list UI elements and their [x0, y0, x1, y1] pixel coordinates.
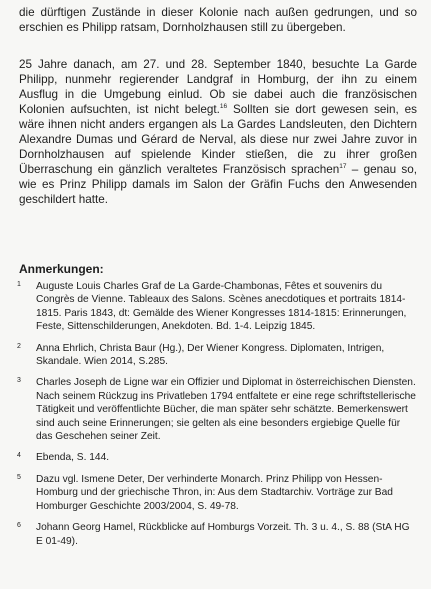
note-number: 4 — [17, 452, 21, 460]
paragraph-2 — [19, 57, 417, 207]
note-item — [17, 280, 419, 334]
note-number: 5 — [17, 473, 21, 481]
notes-heading: Anmerkungen: — [19, 262, 104, 276]
note-text: Johann Georg Hamel, Rückblicke auf Homburgs Vorzeit. Th. 3 u. 4., S. 88 (StA HG E 01-49). — [36, 522, 410, 547]
paragraph-1-text: die dürftigen Zustände in dieser Kolonie nach außen gedrungen, und so erschien es Philipp ratsam, Dornholzhausen still zu übergeben. — [19, 6, 417, 34]
note-number: 2 — [17, 342, 21, 350]
note-text: Ebenda, S. 144. — [36, 452, 110, 464]
paragraph-2-text-c: – genau so, wie es Prinz Philipp damals im Salon der Gräfin Fuchs den Anwesenden geschildert hatte. — [19, 163, 417, 206]
notes-list — [17, 280, 419, 556]
note-item — [17, 451, 419, 464]
note-item — [17, 376, 419, 443]
note-number: 1 — [17, 281, 21, 288]
paragraph-2-text-a: 25 Jahre danach, am 27. und 28. September 1840, besuchte La Garde Philipp, nunmehr regierender Landgraf in Homburg, der ihn zu einem Ausflug in die Umgebung einlud. Ob sie dabei auch die französischen Kolonien aufsuchten, ist nicht belegt. — [19, 58, 417, 116]
footnote-ref-16: 16 — [219, 103, 228, 110]
note-text: Charles Joseph de Ligne war ein Offizier und Diplomat in österreichischen Diensten. Nach seinem Rückzug ins Privatleben 1794 entfaltete er eine rege schriftstellerische Tätigkeit und veröffentlichte Bücher, die man später sehr schätzte. Bemerkenswert sind auch seine Erinnerungen; sie gelten als eine besonders ergiebige Quelle für das Geschehen seiner Zeit. — [36, 377, 416, 443]
note-text: Anna Ehrlich, Christa Baur (Hg.), Der Wiener Kongress. Diplomaten, Intrigen, Skandale. Wien 2014, S.285. — [36, 342, 385, 368]
note-number: 3 — [17, 377, 21, 385]
footnote-ref-17: 17 — [339, 163, 347, 170]
note-text: Dazu vgl. Ismene Deter, Der verhinderte Monarch. Prinz Philipp von Hessen-Homburg und der griechische Thron, in: Aus dem Stadtarchiv. Vorträge zur Bad Homburger Geschichte 2003/2004, S. 49-78. — [36, 473, 393, 512]
note-item — [17, 473, 419, 513]
paragraph-1 — [19, 5, 417, 35]
paragraph-2-text-b: Sollten sie dort gewesen sein, es wäre ihnen nicht anders ergangen als La Gardes Landsleuten, den Dichtern Alexandre Dumas und Gérard de Nerval, als diese nur zwei Jahre zuvor in Dornholzhausen auf spielende Kinder stießen, die zu ihrer großen Überraschung ein gänzlich veraltetes Französisch sprachen — [19, 103, 417, 176]
note-number: 6 — [17, 522, 21, 530]
note-item — [17, 342, 419, 369]
note-text: Auguste Louis Charles Graf de La Garde-Chambonas, Fêtes et souvenirs du Congrès de Vienne. Tableaux des Salons. Scènes anecdotiques et portraits 1814-1815. Paris 1843, dt: Gemälde des Wiener Kongresses 1814-1815: Erinnerungen, Feste, Sittenschilderungen, Anekdoten. Bd. 1-4. Leipzig 1845. — [36, 281, 407, 333]
note-item — [17, 521, 419, 548]
